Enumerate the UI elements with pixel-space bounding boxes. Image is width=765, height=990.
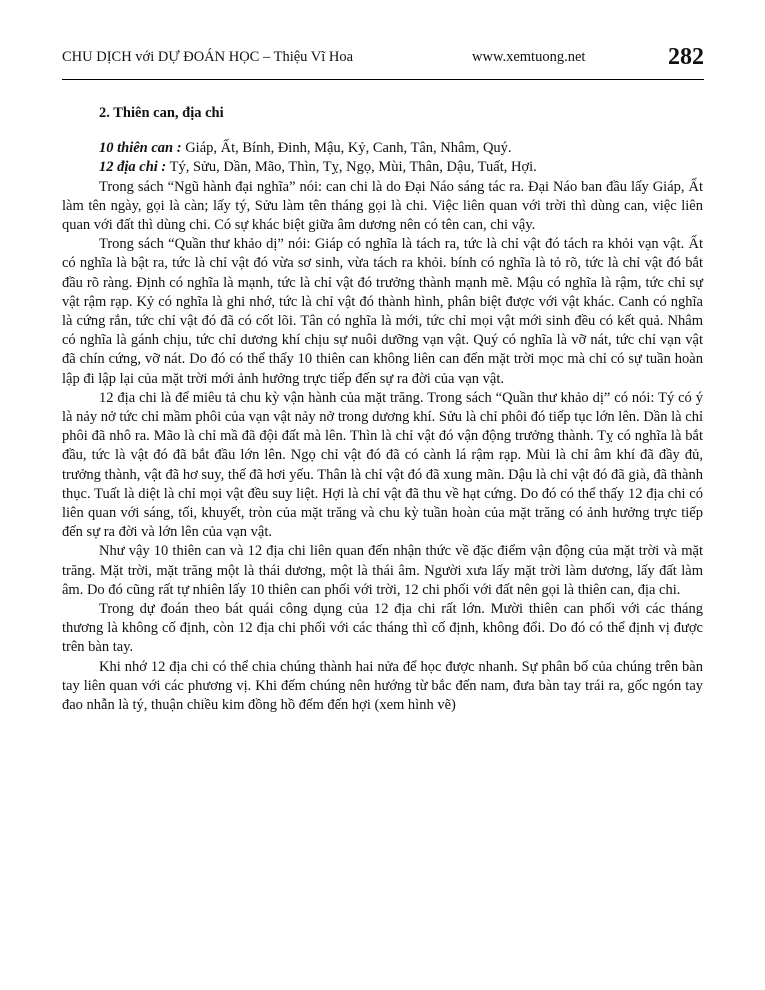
paragraph: Trong sách “Quần thư khảo dị” nói: Giáp có nghĩa là tách ra, tức là chỉ vật đó tách ra khỏi vạn vật. Ất có nghĩa là bật ra, tức là chỉ vật đó vừa sơ sinh, vừa tách ra khỏi. bính có nghĩa là tỏ rõ, tức là chỉ vật đó bắt đầu rõ ràng. Định có nghĩa là mạnh, tức là chỉ vật đó trưởng thành mạnh mẽ. Mậu có nghĩa là rậm, tức chỉ sự vật rậm rạp. Kỷ có nghĩa là ghi nhớ, tức là chỉ vật đó thành hình, phân biệt được với vật khác. Canh có nghĩa là cứng rắn, tức chỉ vật đó đã có cốt lõi. Tân có nghĩa là mới, tức chỉ mọi vật mới sinh đều có kết quả. Nhâm có nghĩa là gánh chịu, tức chỉ dương khí chịu sự nuôi dưỡng vạn vật. Quý có nghĩa là vỡ nát, tức chỉ vạn vật đã chín cứng, vỡ nát. Do đó có thể thấy 10 thiên can không liên can đến mặt trời mọc mà chỉ có sự tuần hoàn lập đi lập lại của mặt trời mới ảnh hưởng trực tiếp đến sự ra đời của vạn vật. (62, 236, 703, 387)
definition-text: Tý, Sửu, Dần, Mão, Thìn, Tỵ, Ngọ, Mùi, Thân, Dậu, Tuất, Hợi. (166, 159, 537, 176)
definition-label: 12 địa chi : (99, 159, 167, 176)
website-link[interactable]: www.xemtuong.net (472, 49, 586, 65)
paragraph: Khi nhớ 12 địa chi có thể chia chúng thành hai nửa để học được nhanh. Sự phân bố của chúng trên bàn tay liên quan với các phương vị. Khi đếm chúng nên hướng từ bắc đến nam, đưa bàn tay trái ra, gốc ngón tay đao nhẫn là tý, thuận chiều kim đồng hồ đếm đến hợi (xem hình vẽ) (62, 658, 703, 714)
paragraph: 12 địa chi là để miêu tả chu kỳ vận hành của mặt trăng. Trong sách “Quần thư khảo dị” có nói: Tý có ý là nảy nở tức chỉ mầm phôi của vạn vật nảy nở trong dương khí. Sửu là chỉ phôi đó tiếp tục lớn lên. Dần là chỉ phôi đã nhô ra. Mão là chỉ mầ đã đội đất mà lên. Thìn là chỉ vật đó vận động trưởng thành. Tỵ có nghĩa là bắt đầu, tức là vật đó đã bắt đầu lớn lên. Ngọ chỉ vật đó đã có cành lá rậm rạp. Mùi là chỉ âm khí đã đầy đủ, trưởng thành, vật đã hơ suy, thế đã hơi yếu. Thân là chỉ vật đó đã xung mãn. Dậu là chỉ vật đó đã già, đã thành thục. Tuất là diệt là chỉ mọi vật đều suy liệt. Hợi là chỉ vật đã thu về hạt cứng. Do đó có thể thấy 12 địa chi có liên quan với sáng, tối, khuyết, tròn của mặt trăng và chu kỳ tuần hoàn của mặt trăng có ảnh hưởng trực tiếp đến sự ra đời và lớn lên của vạn vật. (62, 389, 703, 541)
definition-dia-chi (99, 158, 703, 177)
page-body (62, 104, 703, 715)
paragraph: Trong dự đoán theo bát quái công dụng của 12 địa chi rất lớn. Mười thiên can phối với các tháng thương là không cố định, còn 12 địa chi phối với các tháng thì cố định, không đổi. Do đó có thể định vị được trên bàn tay. (62, 601, 703, 656)
paragraph: Như vậy 10 thiên can và 12 địa chi liên quan đến nhận thức về đặc điểm vận động của mặt trời và mặt trăng. Mặt trời, mặt trăng một là thái dương, một là thái âm. Người xưa lấy mặt trời làm dương, lấy đất làm âm. Do đó cũng rất tự nhiên lấy 10 thiên can phối với trời, 12 chi phối với đất nên gọi là thiên can, địa chi. (62, 543, 703, 598)
section-heading: 2. Thiên can, địa chi (99, 105, 224, 121)
definition-label: 10 thiên can : (99, 140, 182, 157)
definition-text: Giáp, Ất, Bính, Đinh, Mậu, Kỷ, Canh, Tân, Nhâm, Quý. (181, 140, 512, 157)
book-title: CHU DỊCH với DỰ ĐOÁN HỌC – Thiệu Vĩ Hoa (62, 49, 354, 65)
page-number: 282 (668, 44, 704, 70)
page-header (62, 40, 704, 80)
definition-thien-can (99, 139, 703, 158)
header-divider (62, 79, 704, 80)
paragraph: Trong sách “Ngũ hành đại nghĩa” nói: can chi là do Đại Náo sáng tác ra. Đại Náo ban đầu lấy Giáp, Ất làm tên ngày, gọi là càn; lấy tý, Sửu làm tên tháng gọi là chi. Việc liên quan với trời thì dùng can, việc liên quan với đất thì dùng chi. Có sự khác biệt giữa âm dương nên có tên can, chi vậy. (62, 178, 703, 234)
